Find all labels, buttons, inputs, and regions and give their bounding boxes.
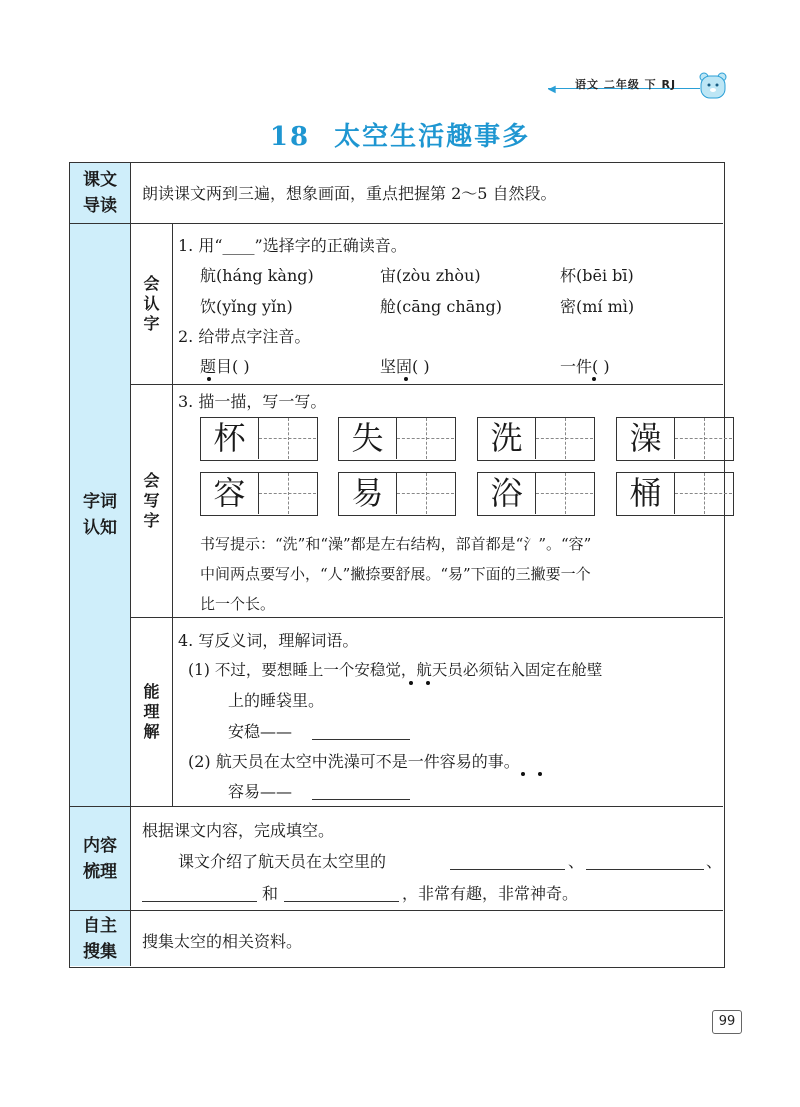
writing-grid[interactable] xyxy=(477,472,595,516)
model-char: 杯 xyxy=(201,418,259,459)
lesson-number: 18 xyxy=(269,122,311,152)
summary-ending: ，非常有趣，非常神奇。 xyxy=(402,884,579,903)
label-char: 理 xyxy=(143,702,160,721)
sentence-1-cont: 上的睡袋里。 xyxy=(228,691,325,710)
pinyin-choice[interactable]: 舱(cāng chāng) xyxy=(380,297,502,316)
pinyin-choice[interactable]: 密(mí mì) xyxy=(560,297,635,316)
label-line: 搜集 xyxy=(83,941,117,962)
label-char: 认 xyxy=(143,294,160,313)
emphasis-dot xyxy=(538,772,542,776)
emphasis-dot xyxy=(592,377,596,381)
sublabel-recognize xyxy=(131,224,173,384)
answer-line[interactable] xyxy=(450,869,565,870)
worksheet-table xyxy=(69,162,725,968)
model-char: 洗 xyxy=(478,418,536,459)
emphasis-dot xyxy=(404,377,408,381)
summary-instruction: 根据课文内容，完成填空。 xyxy=(142,821,335,840)
model-char: 失 xyxy=(339,418,397,459)
row-label-vocabulary xyxy=(70,224,131,806)
pinyin-choice[interactable]: 航(háng kàng) xyxy=(200,266,314,285)
label-char: 能 xyxy=(143,682,160,701)
writing-grid[interactable] xyxy=(200,472,318,516)
phonetic-blank[interactable]: 一件( ) xyxy=(560,357,610,376)
lesson-title xyxy=(0,116,800,153)
answer-line[interactable] xyxy=(312,739,410,740)
phonetic-blank[interactable]: 题目( ) xyxy=(200,357,250,376)
divider xyxy=(131,617,723,618)
pinyin-choice[interactable]: 杯(bēi bī) xyxy=(560,266,634,285)
model-char: 澡 xyxy=(617,418,675,459)
page-number: 99 xyxy=(712,1010,742,1034)
label-char: 解 xyxy=(143,722,160,741)
emphasis-dot xyxy=(409,681,413,685)
emphasis-dot xyxy=(521,772,525,776)
writing-grid[interactable] xyxy=(338,472,456,516)
label-line: 梳理 xyxy=(83,861,117,882)
antonym-prompt: 安稳—— xyxy=(228,722,293,741)
label-char: 会 xyxy=(143,274,160,293)
label-line: 内容 xyxy=(83,835,117,856)
sentence-1: (1) 不过，要想睡上一个安稳觉，航天员必须钻入固定在舱壁 xyxy=(188,661,603,679)
question-1: 1. 用“____”选择字的正确读音。 xyxy=(178,236,407,255)
answer-line[interactable] xyxy=(142,901,257,902)
phonetic-blank[interactable]: 坚固( ) xyxy=(380,357,430,376)
model-char: 桶 xyxy=(617,473,675,514)
answer-line[interactable] xyxy=(312,799,410,800)
answer-line[interactable] xyxy=(284,901,399,902)
conjunction: 和 xyxy=(262,884,279,903)
guide-text: 朗读课文两到三遍，想象画面，重点把握第 2～5 自然段。 xyxy=(142,184,557,203)
model-char: 浴 xyxy=(478,473,536,514)
separator: 、 xyxy=(568,852,585,871)
label-line: 课文 xyxy=(83,170,117,190)
label-line: 字词 xyxy=(83,492,117,512)
writing-tip: 比一个长。 xyxy=(200,595,276,613)
header-decoration: ◀ xyxy=(548,84,556,95)
writing-grid[interactable] xyxy=(616,417,734,461)
sentence-2: (2) 航天员在太空中洗澡可不是一件容易的事。 xyxy=(188,752,520,771)
bear-mascot-icon xyxy=(698,70,728,100)
writing-grid[interactable] xyxy=(338,417,456,461)
divider xyxy=(70,806,723,807)
label-line: 自主 xyxy=(83,915,117,936)
label-char: 字 xyxy=(143,314,160,333)
question-2: 2. 给带点字注音。 xyxy=(178,327,311,346)
emphasis-dot xyxy=(207,377,211,381)
question-4: 4. 写反义词，理解词语。 xyxy=(178,631,359,650)
row-label-summary xyxy=(70,807,131,910)
pinyin-choice[interactable]: 饮(yǐng yǐn) xyxy=(200,297,293,316)
pinyin-choice[interactable]: 宙(zòu zhòu) xyxy=(380,266,481,285)
writing-grid[interactable] xyxy=(477,417,595,461)
writing-grid[interactable] xyxy=(616,472,734,516)
header-subject: 语文 二年级 下 RJ xyxy=(575,78,677,91)
writing-grid[interactable] xyxy=(200,417,318,461)
lesson-name: 太空生活趣事多 xyxy=(334,122,531,152)
writing-tip: 书写提示：“洗”和“澡”都是左右结构，部首都是“氵”。“容” xyxy=(200,535,592,553)
collect-text: 搜集太空的相关资料。 xyxy=(142,932,303,951)
writing-tip: 中间两点要写小，“人”撇捺要舒展。“易”下面的三撇要一个 xyxy=(200,565,591,583)
separator: 、 xyxy=(706,852,723,871)
label-char: 会 xyxy=(143,471,160,490)
row-label-collect xyxy=(70,911,131,966)
answer-line[interactable] xyxy=(586,869,704,870)
antonym-prompt: 容易—— xyxy=(228,782,293,801)
label-char: 写 xyxy=(143,491,160,510)
emphasis-dot xyxy=(426,681,430,685)
label-line: 认知 xyxy=(83,518,117,538)
model-char: 易 xyxy=(339,473,397,514)
divider xyxy=(70,910,723,911)
label-line: 导读 xyxy=(83,196,117,216)
sublabel-write xyxy=(131,385,173,617)
row-label-guide xyxy=(70,163,131,223)
label-char: 字 xyxy=(143,511,160,530)
summary-sentence: 课文介绍了航天员在太空里的 xyxy=(178,852,387,871)
divider xyxy=(131,384,723,385)
sublabel-understand xyxy=(131,618,173,806)
model-char: 容 xyxy=(201,473,259,514)
question-3: 3. 描一描，写一写。 xyxy=(178,392,327,411)
